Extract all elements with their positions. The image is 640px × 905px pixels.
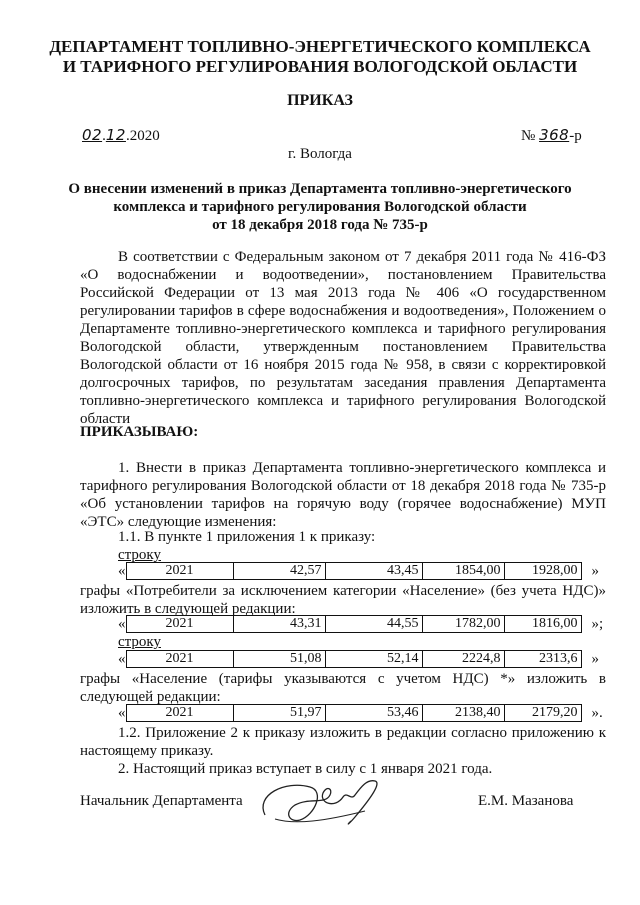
handwritten-signature: [255, 775, 395, 835]
tariff-table-4: [126, 704, 582, 722]
cell-value: 1816,00: [504, 616, 581, 633]
subject-line2: комплекса и тарифного регулирования Вологодской области: [113, 199, 527, 215]
order-date: 02.12.2020: [82, 126, 160, 144]
cell-value: 1928,00: [504, 563, 581, 580]
item-1-2-paragraph: 1.2. Приложение 2 к приказу изложить в редакции согласно приложению к настоящему приказу.: [80, 725, 606, 759]
number-suffix: -р: [569, 128, 582, 144]
cell-value: 43,45: [325, 563, 422, 580]
cell-value: 2138,40: [422, 705, 504, 722]
close-quote-period: ».: [591, 704, 603, 721]
cell-value: 42,57: [233, 563, 325, 580]
open-quote: «: [118, 615, 126, 632]
cell-value: 51,08: [233, 651, 325, 668]
item-1-1: 1.1. В пункте 1 приложения 1 к приказу:: [118, 529, 376, 545]
number-value: 368: [539, 126, 570, 144]
tariff-row-3: [118, 650, 599, 668]
signer-title: Начальник Департамента: [80, 793, 243, 809]
cell-year: 2021: [126, 705, 233, 722]
open-quote: «: [118, 650, 126, 667]
subject-line1: О внесении изменений в приказ Департамента топливно-энергетического: [68, 181, 572, 197]
cell-value: 1782,00: [422, 616, 504, 633]
cell-year: 2021: [126, 616, 233, 633]
number-sign: №: [521, 128, 536, 144]
city: г. Вологда: [288, 146, 352, 162]
tariff-table-3: [126, 650, 582, 668]
cell-value: 51,97: [233, 705, 325, 722]
tariff-table-1: [126, 562, 582, 580]
signer-name: Е.М. Мазанова: [478, 793, 574, 809]
tariff-table-2: [126, 615, 582, 633]
document-type-title: ПРИКАЗ: [287, 92, 353, 109]
order-number: [521, 126, 582, 145]
open-quote: «: [118, 562, 126, 579]
cell-value: 43,31: [233, 616, 325, 633]
tariff-row-1: [118, 562, 599, 580]
date-day: 02: [82, 126, 103, 144]
item-1-paragraph: 1. Внести в приказ Департамента топливно-энергетического комплекса и тарифного регулирования Вологодской области от 18 декабря 2018 года № 735-р «Об установлении тарифов на горячую воду (горячее водоснабжение) МУП «ЭТС» следующие изменения:: [80, 460, 606, 530]
cell-year: 2021: [126, 651, 233, 668]
open-quote: «: [118, 704, 126, 721]
close-quote: »: [591, 650, 599, 667]
close-quote-semicolon: »;: [591, 615, 604, 632]
cell-year: 2021: [126, 563, 233, 580]
department-name-line1: ДЕПАРТАМЕНТ ТОПЛИВНО-ЭНЕРГЕТИЧЕСКОГО КОМПЛЕКСА: [49, 37, 591, 56]
subject-line3: от 18 декабря 2018 года № 735-р: [212, 217, 428, 233]
preamble-paragraph: В соответствии с Федеральным законом от 7 декабря 2011 года № 416-ФЗ «О водоснабжении и водоотведении», постановлением Правительства Российской Федерации от 13 мая 2013 года № 406 «О государственном регулировании тарифов в сфере водоснабжения и водоотведения», Положением о Департаменте топливно-энергетического комплекса и тарифного регулирования Вологодской области, утвержденным постановлением Правительства Вологодской области от 16 ноября 2015 года № 958, в связи с корректировкой долгосрочных тарифов, по результатам заседания правления Департамента топливно-энергетического комплекса и тарифного регулирования Вологодской области: [80, 249, 606, 427]
item-2: 2. Настоящий приказ вступает в силу с 1 января 2021 года.: [118, 761, 493, 777]
cell-value: 2179,20: [504, 705, 581, 722]
graph-1-text: графы «Потребители за исключением категории «Население» (без учета НДС)» изложить в следующей редакции:: [80, 583, 606, 617]
date-year: .2020: [125, 128, 160, 144]
close-quote: »: [591, 562, 599, 579]
decree-word: ПРИКАЗЫВАЮ:: [80, 424, 199, 440]
graph-2-text: графы «Население (тарифы указываются с учетом НДС) *» изложить в следующей редакции:: [80, 671, 606, 705]
row-word-1: строку: [118, 547, 161, 563]
cell-value: 53,46: [325, 705, 422, 722]
date-month: 12: [105, 126, 126, 144]
tariff-row-2: [118, 615, 603, 633]
cell-value: 2224,8: [422, 651, 504, 668]
row-word-2: строку: [118, 634, 161, 650]
cell-value: 52,14: [325, 651, 422, 668]
department-name-line2: И ТАРИФНОГО РЕГУЛИРОВАНИЯ ВОЛОГОДСКОЙ ОБЛАСТИ: [62, 57, 578, 76]
cell-value: 44,55: [325, 616, 422, 633]
cell-value: 2313,6: [504, 651, 581, 668]
tariff-row-4: [118, 704, 603, 722]
cell-value: 1854,00: [422, 563, 504, 580]
